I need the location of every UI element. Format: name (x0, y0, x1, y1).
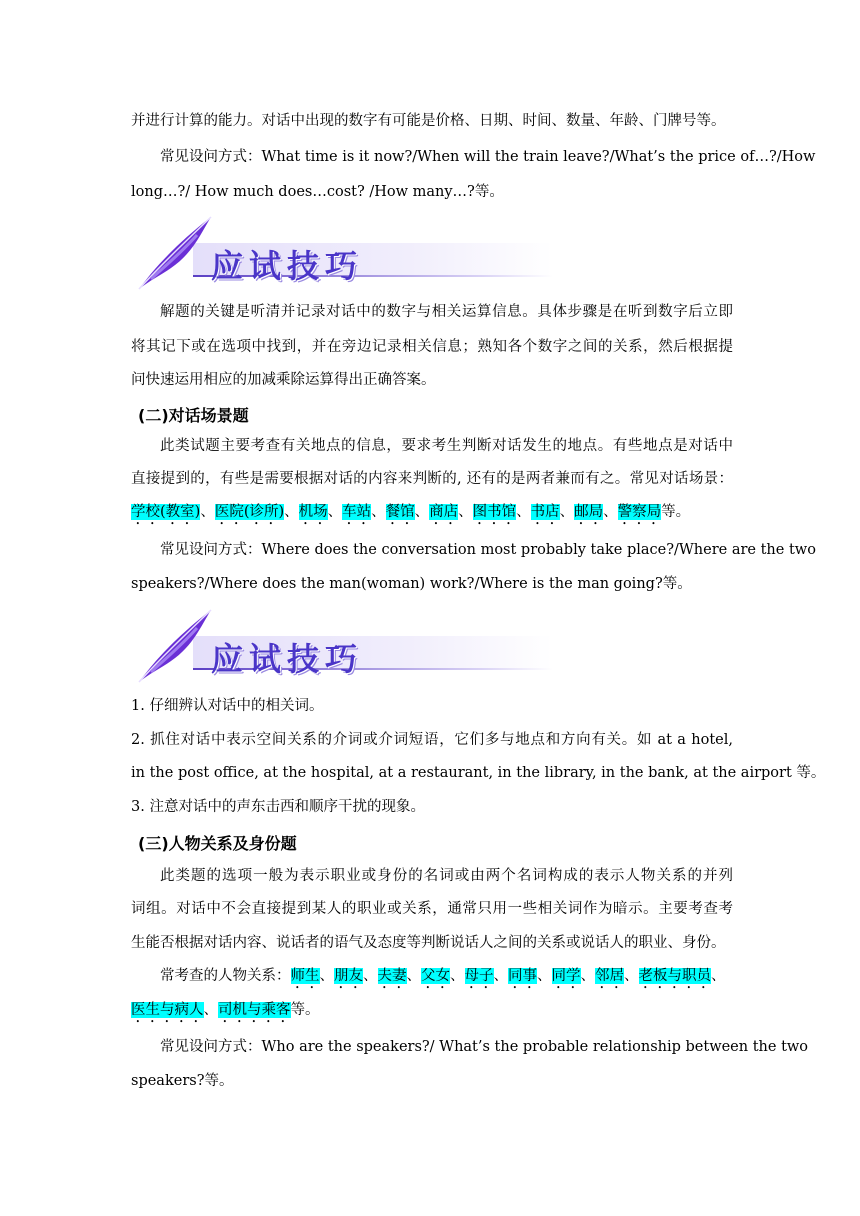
relationship-para-line-2: 词组。对话中不会直接提到某人的职业或关系，通常只用一些相关词作为暗示。主要考查考 (131, 901, 733, 917)
tips-banner-2 (131, 606, 431, 686)
separator: 、 (319, 968, 334, 984)
section-heading-relationship: (三)人物关系及身份题 (138, 834, 297, 853)
separator: 、 (203, 1002, 218, 1018)
scene-para-line-2: 直接提到的，有些是需要根据对话的内容来判断的, 还有的是两者兼而有之。常见对话场景： (131, 471, 733, 487)
place-highlight: 学校(教室) (131, 504, 201, 520)
separator: 、 (493, 968, 508, 984)
feather-icon (131, 606, 221, 686)
relation-highlight: 父女 (421, 968, 450, 984)
relation-highlight: 邻居 (595, 968, 624, 984)
scene-tip-2-line-1: 2. 抓住对话中表示空间关系的介词或介词短语，它们多与地点和方向有关。如 at a hotel, (131, 732, 733, 748)
relation-highlight: 司机与乘客 (218, 1002, 291, 1018)
separator: 、 (371, 504, 386, 520)
scene-tip-1: 1. 仔细辨认对话中的相关词。 (131, 698, 324, 714)
separator: 、 (450, 968, 465, 984)
relation-highlight: 朋友 (334, 968, 363, 984)
relationship-para-line-3: 生能否根据对话内容、说话者的语气及态度等判断说话人之间的关系或说话人的职业、身份。 (131, 935, 726, 951)
separator: 、 (580, 968, 595, 984)
relation-highlight: 医生与病人 (131, 1002, 204, 1018)
separator: 、 (284, 504, 299, 520)
feather-icon (131, 213, 221, 293)
separator: 、 (406, 968, 421, 984)
numbers-tips-line-3: 问快速运用相应的加减乘除运算得出正确答案。 (131, 372, 436, 388)
scene-tip-3: 3. 注意对话中的声东击西和顺序干扰的现象。 (131, 799, 425, 815)
tips-banner-title: 应试技巧 (211, 640, 364, 678)
place-highlight: 机场 (298, 504, 328, 520)
relationship-question-line-1: 常见设问方式：Who are the speakers?/ What’s the probable relationship between the two (160, 1039, 809, 1055)
scene-question-line-2: speakers?/Where does the man(woman) work?/Where is the man going?等。 (131, 576, 692, 592)
place-highlight: 图书馆 (472, 504, 517, 520)
relations-end: 等。 (290, 1002, 320, 1018)
place-highlight: 商店 (429, 504, 459, 520)
relationship-question-line-2: speakers?等。 (131, 1073, 234, 1089)
relation-highlight: 师生 (290, 968, 320, 984)
place-highlight: 医院(诊所) (214, 504, 285, 520)
tips-banner-title: 应试技巧 (211, 247, 364, 285)
places-end: 等。 (661, 504, 691, 520)
separator: 、 (603, 504, 618, 520)
relation-highlight: 同事 (508, 968, 537, 984)
separator: 、 (363, 968, 378, 984)
place-highlight: 警察局 (617, 504, 662, 520)
place-highlight: 车站 (342, 504, 372, 520)
separator: 、 (516, 504, 531, 520)
place-highlight: 邮局 (574, 504, 604, 520)
relations-prefix: 常考查的人物关系： (160, 968, 291, 984)
relationship-list-line-1 (160, 966, 733, 992)
relationship-para-line-1: 此类题的选项一般为表示职业或身份的名词或由两个名词构成的表示人物关系的并列 (160, 868, 733, 884)
separator: 、 (711, 968, 726, 984)
numbers-intro-line: 并进行计算的能力。对话中出现的数字有可能是价格、日期、时间、数量、年龄、门牌号等。 (131, 113, 726, 129)
numbers-question-line-1: 常见设问方式：What time is it now?/When will the train leave?/What’s the price of…?/How (160, 149, 816, 165)
relation-highlight: 同学 (551, 968, 581, 984)
separator: 、 (414, 504, 430, 520)
numbers-tips-line-1: 解题的关键是听清并记录对话中的数字与相关运算信息。具体步骤是在听到数字后立即 (160, 304, 733, 320)
section-heading-scene: (二)对话场景题 (138, 406, 249, 425)
numbers-question-line-2: long…?/ How much does…cost? /How many…?等。 (131, 184, 504, 200)
separator: 、 (624, 968, 639, 984)
tips-banner-1 (131, 213, 431, 293)
scene-para-line-1: 此类试题主要考查有关地点的信息，要求考生判断对话发生的地点。有些地点是对话中 (160, 438, 733, 454)
place-highlight: 书店 (530, 504, 560, 520)
scene-question-line-1: 常见设问方式：Where does the conversation most probably take place?/Where are the two (160, 542, 816, 558)
separator: 、 (200, 504, 215, 520)
separator: 、 (537, 968, 552, 984)
numbers-tips-line-2: 将其记下或在选项中找到，并在旁边记录相关信息；熟知各个数字之间的关系，然后根据提 (131, 339, 733, 355)
scene-tip-2-line-2: in the post office, at the hospital, at a restaurant, in the library, in the bank, at the airport 等。 (131, 765, 826, 781)
separator: 、 (458, 504, 473, 520)
place-highlight: 餐馆 (385, 504, 415, 520)
scene-places-line (131, 502, 733, 528)
relation-highlight: 夫妻 (377, 968, 407, 984)
relation-highlight: 母子 (464, 968, 494, 984)
separator: 、 (559, 504, 575, 520)
separator: 、 (327, 504, 343, 520)
relation-highlight: 老板与职员 (638, 968, 711, 984)
relationship-list-line-2 (131, 1000, 733, 1026)
